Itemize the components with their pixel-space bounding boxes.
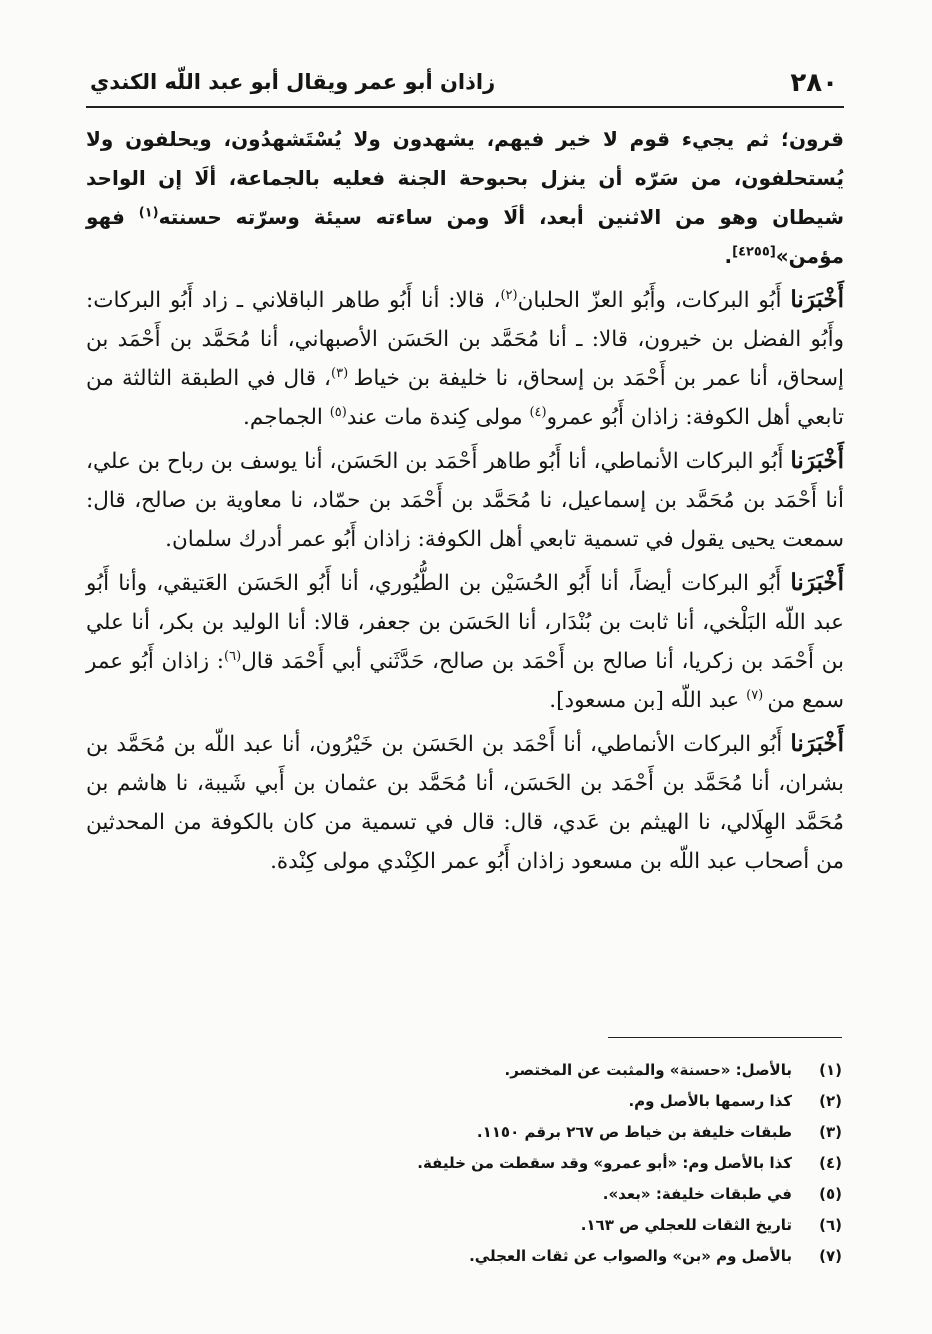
footnote-text: بالأصل وم «بن» والصواب عن ثقات العجلي. (469, 1247, 792, 1265)
paragraph-text: ، قال في الطبقة الثالثة من تابعي أهل الكوفة: زاذان أَبُو عمرو (86, 366, 844, 430)
footnote-marker: (٤) (529, 404, 547, 420)
footnote (222, 1055, 842, 1086)
footnote-text: كذا رسمها بالأصل وم. (628, 1092, 792, 1110)
paragraph-text: عبد اللّه [بن مسعود]. (549, 688, 747, 713)
paragraph-text: أَبُو البركات، وأَبُو العزّ الحلبان (517, 288, 791, 313)
paragraph-hadith-end (86, 120, 844, 276)
akhbarana-keyword: أَخْبَرَنا (790, 730, 844, 757)
paragraph-text: ، قالا: أنا أَبُو طاهر الباقلاني ـ زاد أَبُو البركات: وأَبُو الفضل بن خيرون، قالا: ـ أنا مُحَمَّد بن الحَسَن الأصبهاني، أنا مُحَمَّد بن أَحْمَد بن إسحاق، أنا عمر بن أَحْمَد بن إسحاق، نا خليفة بن خياط (86, 288, 844, 391)
main-text (86, 120, 844, 885)
paragraph-text: أَبُو البركات الأنماطي، أنا أَبُو طاهر أَحْمَد بن الحَسَن، أنا يوسف بن رباح بن علي، أنا أَحْمَد بن مُحَمَّد بن إسماعيل، نا مُحَمَّد بن أَحْمَد بن حمّاد، نا معاوية بن صالح، قال: سمعت يحيى يقول في تسمية تابعي أهل الكوفة: زاذان أَبُو عمر أدرك سلمان. (86, 449, 844, 552)
footnote-number: (١) (819, 1061, 842, 1079)
paragraph-isnad-1 (86, 280, 844, 437)
footnote-number: (٦) (819, 1216, 842, 1234)
footnote (222, 1179, 842, 1210)
footnote (222, 1086, 842, 1117)
paragraph-end: . (724, 244, 733, 268)
akhbarana-keyword: أَخْبَرَنا (790, 447, 844, 474)
akhbarana-keyword: أَخْبَرَنا (790, 569, 844, 596)
paragraph-text: أَبُو البركات الأنماطي، أنا أَحْمَد بن الحَسَن بن خَيْرُون، أنا عبد اللّه بن مُحَمَّد بن بشران، أنا مُحَمَّد بن أَحْمَد بن الحَسَن، أنا مُحَمَّد بن عثمان بن أَبي شَيبة، نا هاشم بن مُحَمَّد الهِلَالي، نا الهيثم بن عَدي، قال: قال في تسمية من كان بالكوفة من المحدثين من أصحاب عبد اللّه بن مسعود زاذان أَبُو عمر الكِنْدي مولى كِنْدة. (86, 732, 844, 874)
footnote-number: (٧) (819, 1247, 842, 1265)
paragraph-text: : زاذان أَبُو عمر سمع من (86, 649, 844, 713)
paragraph-isnad-2 (86, 441, 844, 559)
footnote-text: في طبقات خليفة: «بعد». (602, 1185, 792, 1203)
paragraph-text: الجماجم. (243, 405, 330, 430)
akhbarana-keyword: أَخْبَرَنا (790, 286, 844, 313)
footnote-marker: (٥) (329, 404, 347, 420)
footnote (222, 1148, 842, 1179)
footnote-separator (608, 1037, 842, 1038)
footnote-marker: (٦) (224, 648, 242, 664)
footnote-text: بالأصل: «حسنة» والمثبت عن المختصر. (504, 1061, 792, 1079)
footnote-marker: (١) (138, 205, 159, 221)
paragraph-isnad-4 (86, 724, 844, 881)
footnote-marker: (٧) (746, 687, 768, 703)
hadith-number: [٤٢٥٥] (732, 244, 776, 260)
footnote-text: طبقات خليفة بن خياط ص ٢٦٧ برقم ١١٥٠. (476, 1123, 792, 1141)
footnote-text: تاريخ الثقات للعجلي ص ١٦٣. (580, 1216, 792, 1234)
running-title: زاذان أبو عمر ويقال أبو عبد اللّه الكندي (90, 70, 496, 94)
paragraph-text: مولى كِندة مات عند (346, 405, 530, 430)
footnote-number: (٤) (819, 1154, 842, 1172)
paragraph-text: أَبُو البركات أيضاً، أنا أَبُو الحُسَيْن بن الطُّيُوري، أنا أَبُو الحَسَن العَتيقي، وأنا أَبُو عبد اللّه البَلْخي، أنا ثابت بن بُنْدَار، أنا الحَسَن بن جعفر، قالا: أنا الوليد بن بكر، أنا علي بن أَحْمَد بن زكريا، أنا صالح بن أَحْمَد بن صالح، حَدَّثَني أبي أَحْمَد قال (86, 571, 845, 674)
footnote (222, 1210, 842, 1241)
paragraph-isnad-3 (86, 563, 844, 720)
footnote-number: (٥) (819, 1185, 842, 1203)
footnote-marker: (٢) (500, 287, 518, 303)
footnote (222, 1241, 842, 1272)
paragraph-text: فهو مؤمن» (86, 205, 844, 268)
page-header (86, 60, 844, 108)
footnote (222, 1117, 842, 1148)
footnotes-list (222, 1055, 842, 1272)
footnote-number: (٢) (819, 1092, 842, 1110)
paragraph-text: قرون؛ ثم يجيء قوم لا خير فيهم، يشهدون ولا يُسْتَشهدُون، ويحلفون ولا يُستحلفون، من سَرّه أن ينزل بحبوحة الجنة فعليه بالجماعة، ألَا إن الواحد شيطان وهو من الاثنين أبعد، ألَا ومن ساءته سيئة وسرّته حسنته (86, 127, 844, 229)
footnote-number: (٣) (819, 1123, 842, 1141)
footnote-text: كذا بالأصل وم: «أبو عمرو» وقد سقطت من خليفة. (417, 1154, 792, 1172)
page-number: ٢٨٠ (790, 68, 838, 98)
footnote-marker: (٣) (331, 365, 354, 381)
